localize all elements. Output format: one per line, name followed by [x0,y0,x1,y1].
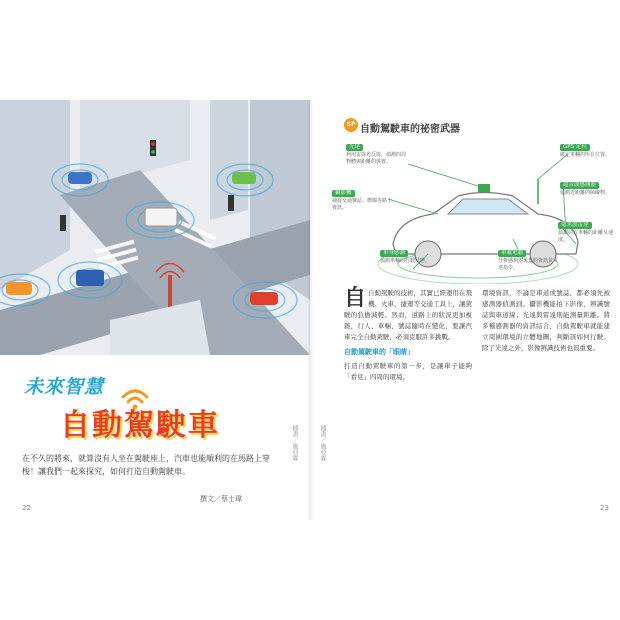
page-number-left: 22 [22,504,31,512]
callout-camera: 攝影機 捕捉交通號誌、標線等路上資訊。 [332,190,393,211]
illustration-credit: 插畫／施亞霖 [291,425,298,461]
right-page [310,100,620,520]
callout-body-sensor: 車身感測 偵測車輛的行駛狀態。 [380,250,431,264]
illustration-credit-right: 插畫／施亞霖 [319,425,326,461]
drop-cap: 自 [344,286,367,311]
body-column-2: 環境資訊，不論是車道或號誌，都必須先被感測器偵測到。攝影機能拍下影像，辨識號誌與車道線；光達與雷達則能測量距離。將多種感測器的資訊結合，自動駕駛車就能建立周圍環境的立體地圖，判斷該如何行駛。除了光達之外，影像辨識技術也很重要。 [482,289,610,352]
blue-car-icon [68,172,92,184]
subheading: 自動駕駛車的「眼睛」 [344,348,414,356]
red-car-icon [250,292,278,305]
green-car-icon [232,172,256,184]
callout-radar: 毫米波雷達 偵測前方車輛的距離及速度。 [558,222,614,243]
page-number-right: 23 [600,504,609,512]
truck-icon [145,208,177,226]
left-page [0,100,310,520]
traffic-light-icon [60,215,66,231]
body-column-1: 自 自動駕駛的技術，其實已經運用在飛機、火車、捷運等交通工具上，讓駕駛的負擔減輕。然而，道路上的狀況更加複雜，行人、車輛、號誌隨時在變化，要讓汽車完全自動駕駛，必須克服許多挑戰。 自動駕駛車的「眼睛」 打造自動駕駛車的第一步，是讓車子能夠「看見」四周的環境。 [344,286,473,381]
callout-lidar: 光達 利用雷射光反射，偵測四周物體與距離的裝置。 [346,144,407,165]
article-title: 自動駕駛車 [60,408,220,443]
orange-car-icon [6,282,32,295]
subtitle: 未來智慧 [24,376,105,398]
traffic-light-icon [228,195,234,211]
callout-ultrasonic: 超音波感測器 偵測近距離的障礙物。 [560,182,611,196]
callout-gps: GPS 定位 確定車輛的所在位置。 [560,144,611,158]
van-icon [76,270,104,286]
intro-paragraph: 在不久的將來，就算沒有人坐在駕駛座上，汽車也能順利的在馬路上穿梭！讓我們一起來探究，如何打造自動駕駛車。 [22,454,270,476]
magazine-spread [0,100,620,520]
section-title: 自動駕駛車的祕密武器 [360,124,460,135]
lidar-icon [478,184,490,192]
section-icon: SP [344,118,358,132]
author-credit: 撰文／蔡士瑋 [200,495,242,503]
callout-computer: 車載電腦 分析感測器蒐集的資訊並下達指令。 [498,250,559,271]
city-intersection-illustration [0,100,310,355]
